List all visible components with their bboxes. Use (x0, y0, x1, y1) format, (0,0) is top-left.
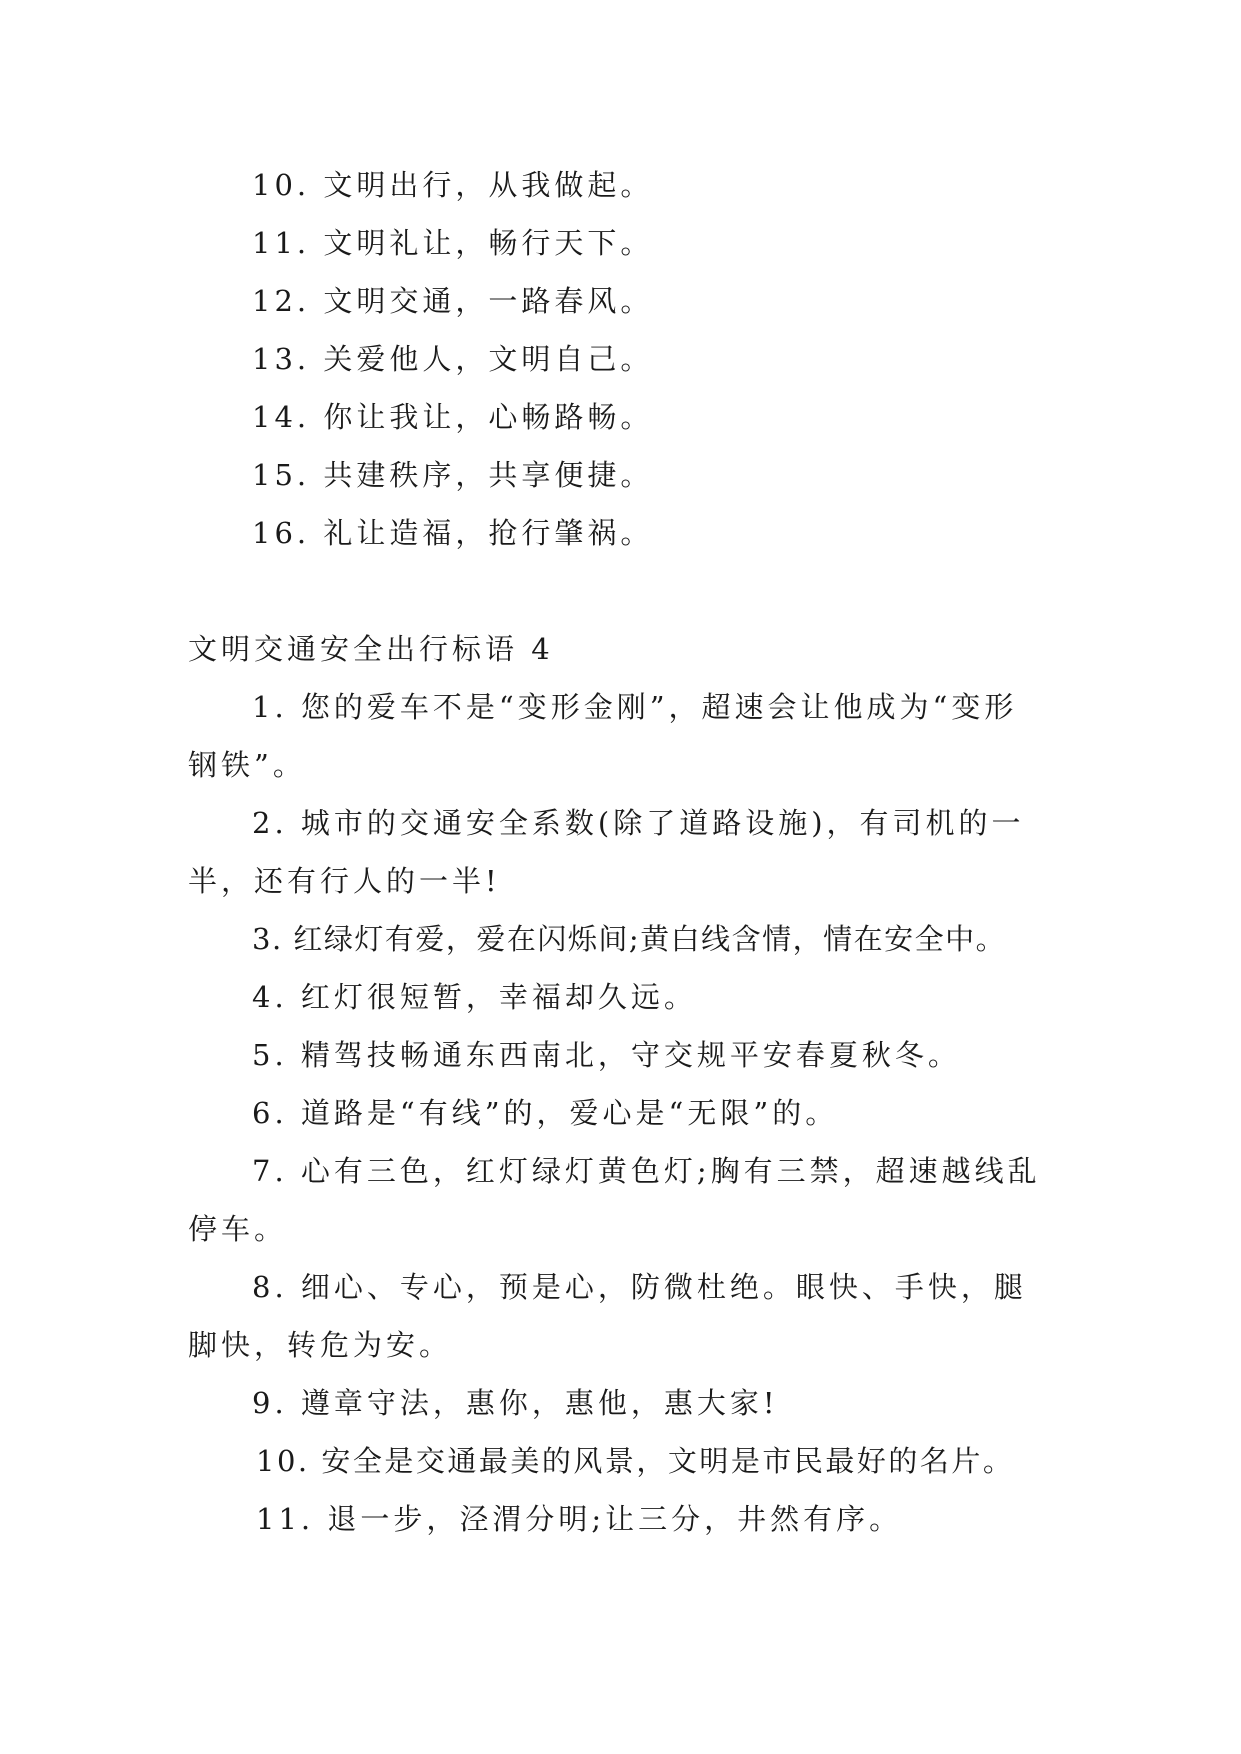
slogan-line: 5. 精驾技畅通东西南北，守交规平安春夏秋冬。 (252, 1038, 961, 1072)
slogan-item: 11. 文明礼让，畅行天下。 (252, 226, 654, 260)
slogan-item: 15. 共建秩序，共享便捷。 (252, 458, 654, 492)
slogan-line: 半，还有行人的一半! (188, 864, 501, 898)
slogan-line: 9. 遵章守法，惠你，惠他，惠大家! (252, 1386, 779, 1420)
slogan-line: 11. 退一步，泾渭分明;让三分，井然有序。 (256, 1502, 903, 1536)
slogan-item: 14. 你让我让，心畅路畅。 (252, 400, 654, 434)
slogan-line: 8. 细心、专心，预是心，防微杜绝。眼快、手快，腿 (252, 1270, 1027, 1304)
slogan-line: 1. 您的爱车不是“变形金刚”，超速会让他成为“变形 (252, 690, 1018, 724)
slogan-item: 10. 文明出行，从我做起。 (252, 168, 654, 202)
slogan-item: 13. 关爱他人，文明自己。 (252, 342, 654, 376)
slogan-line: 6. 道路是“有线”的，爱心是“无限”的。 (252, 1096, 839, 1130)
slogan-line: 钢铁”。 (188, 748, 306, 782)
slogan-line: 2. 城市的交通安全系数(除了道路设施)，有司机的一 (252, 806, 1025, 840)
slogan-item: 12. 文明交通，一路春风。 (252, 284, 654, 318)
slogan-line: 7. 心有三色，红灯绿灯黄色灯;胸有三禁，超速越线乱 (252, 1154, 1041, 1188)
slogan-line: 停车。 (188, 1212, 288, 1246)
slogan-line: 4. 红灯很短暂，幸福却久远。 (252, 980, 697, 1014)
slogan-item: 16. 礼让造福，抢行肇祸。 (252, 516, 654, 550)
section-heading: 文明交通安全出行标语 4 (188, 632, 554, 666)
slogan-line: 10. 安全是交通最美的风景，文明是市民最好的名片。 (256, 1444, 1015, 1478)
slogan-line: 脚快，转危为安。 (188, 1328, 453, 1362)
slogan-line: 3. 红绿灯有爱，爱在闪烁间;黄白线含情，情在安全中。 (252, 922, 1007, 956)
